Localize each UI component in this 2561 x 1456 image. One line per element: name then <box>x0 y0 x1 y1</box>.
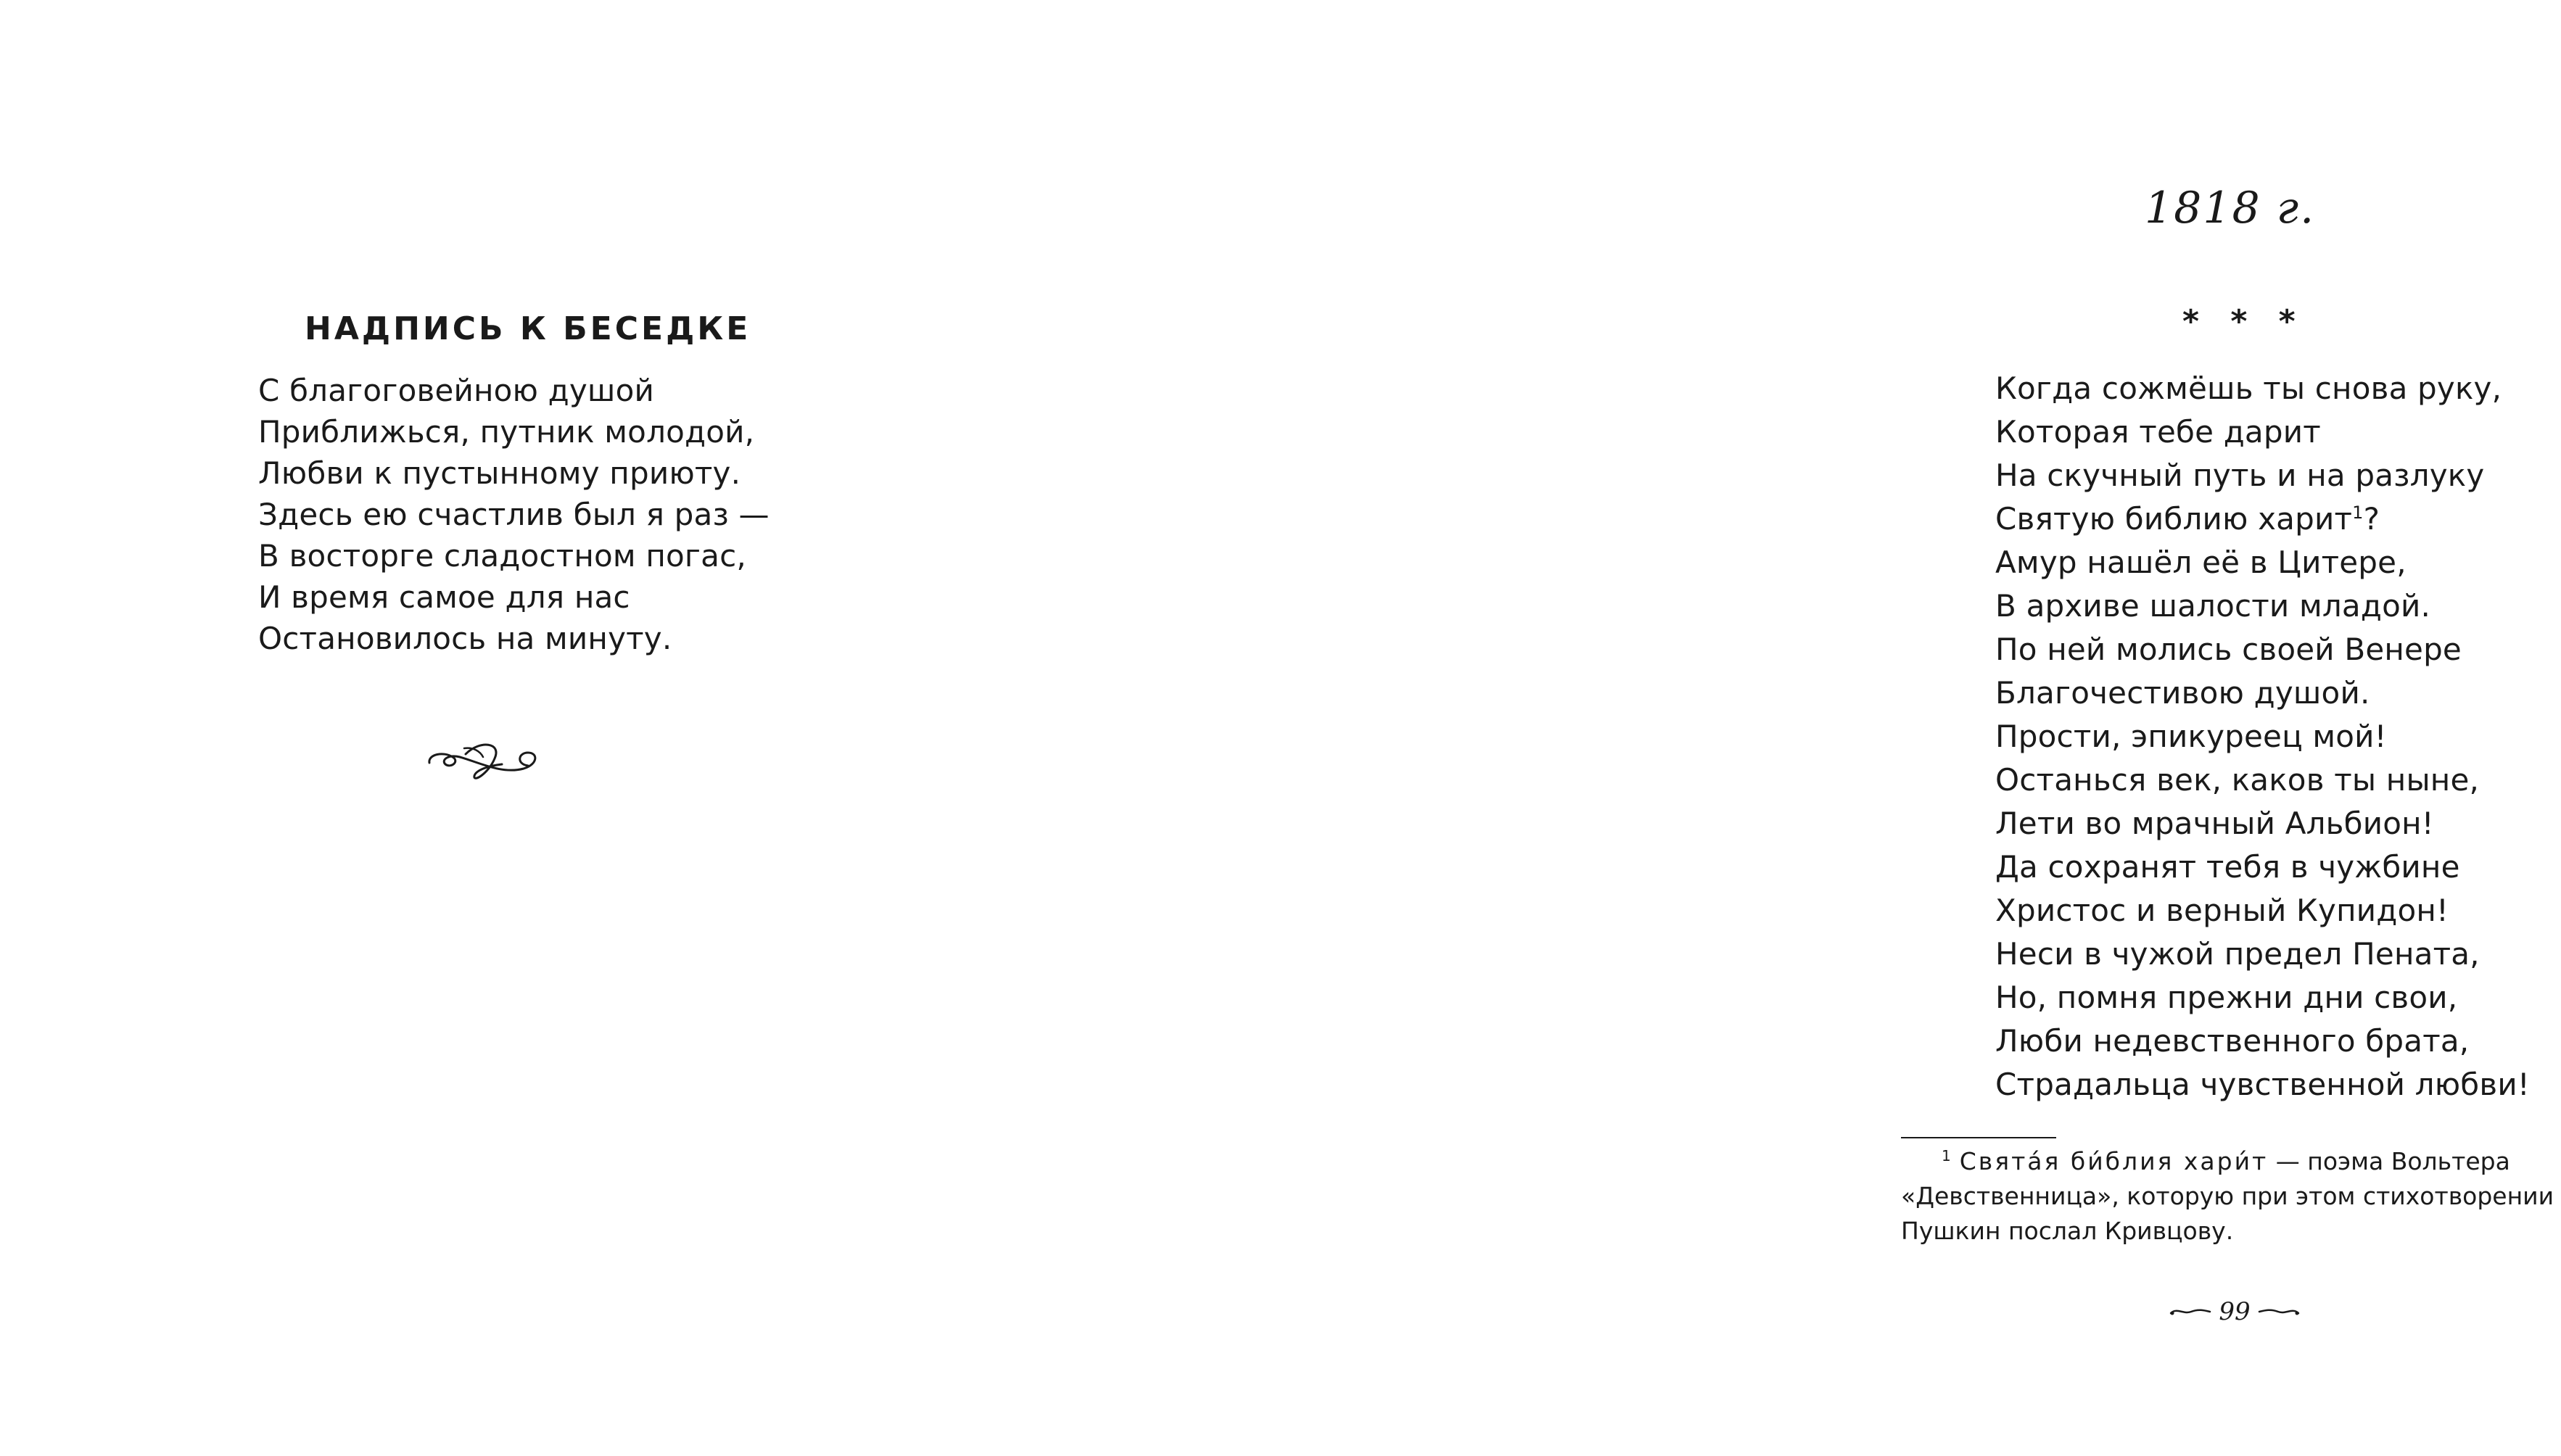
page-number <box>2162 1294 2307 1330</box>
poem-line: Да сохранят тебя в чужбине <box>1995 849 2460 885</box>
poem-title: НАДПИСЬ К БЕСЕДКЕ <box>305 310 751 347</box>
poem-line: Лети во мрачный Альбион! <box>1995 806 2434 841</box>
left-swash-icon <box>2169 1304 2211 1319</box>
section-stars: * * * <box>2182 303 2306 340</box>
poem-line: С благоговейною душой <box>258 373 654 408</box>
poem-line: Которая тебе дарит <box>1995 414 2321 450</box>
poem-line: Неси в чужой предел Пената, <box>1995 936 2480 972</box>
poem-line: Любви к пустынному приюту. <box>258 455 741 491</box>
year-heading: 1818 г. <box>2145 183 2316 233</box>
right-page <box>900 0 2554 1456</box>
poem-line: Страдальца чувственной любви! <box>1995 1067 2530 1102</box>
poem-line: И время самое для нас <box>258 579 630 615</box>
poem-line: Но, помня прежни дни свои, <box>1995 980 2458 1015</box>
poem-line: Амур нашёл её в Цитере, <box>1995 545 2407 580</box>
poem-line: В архиве шалости младой. <box>1995 588 2431 624</box>
poem-line-suffix: ? <box>2363 501 2380 537</box>
footnote-term: Свята́я би́блия хари́т <box>1959 1147 2269 1175</box>
page-number-value: 99 <box>2219 1297 2251 1326</box>
poem-line: По ней молись своей Венере <box>1995 632 2462 667</box>
flourish-ornament-icon <box>422 732 545 790</box>
poem-line: В восторге сладостном погас, <box>258 538 746 574</box>
poem-line: Приближься, путник молодой, <box>258 414 755 450</box>
poem-line: Когда сожмёшь ты снова руку, <box>1995 371 2502 406</box>
left-page <box>0 0 900 1456</box>
poem-line: Люби недевственного брата, <box>1995 1023 2470 1059</box>
poem-line: На скучный путь и на разлуку <box>1995 458 2485 493</box>
poem-line-with-footnote <box>1995 497 2530 541</box>
poem-line: Остановилось на минуту. <box>258 621 672 656</box>
footnote-reference[interactable]: 1 <box>2352 502 2364 523</box>
poem-lines <box>258 370 770 659</box>
poem-line: Христос и верный Купидон! <box>1995 893 2449 928</box>
poem-line: Прости, эпикуреец мой! <box>1995 719 2387 754</box>
poem-lines <box>1995 367 2530 1107</box>
poem-line: Здесь ею счастлив был я раз — <box>258 497 770 532</box>
right-swash-icon <box>2258 1304 2300 1319</box>
poem-line: Останься век, каков ты ныне, <box>1995 762 2480 798</box>
footnote-divider <box>1901 1137 2056 1138</box>
poem-line-text: Святую библию харит <box>1995 501 2353 537</box>
footnote-text: — поэма Вольтера «Девственница», которую при этом стихотворении Пушкин послал Кривцову. <box>1901 1147 2554 1245</box>
footnote: 1 Свята́я би́блия хари́т — поэма Вольтера «Девственница», которую при этом стихотворении Пушкин послал Кривцову. <box>1901 1147 2554 1245</box>
poem-line: Благочестивою душой. <box>1995 675 2370 711</box>
